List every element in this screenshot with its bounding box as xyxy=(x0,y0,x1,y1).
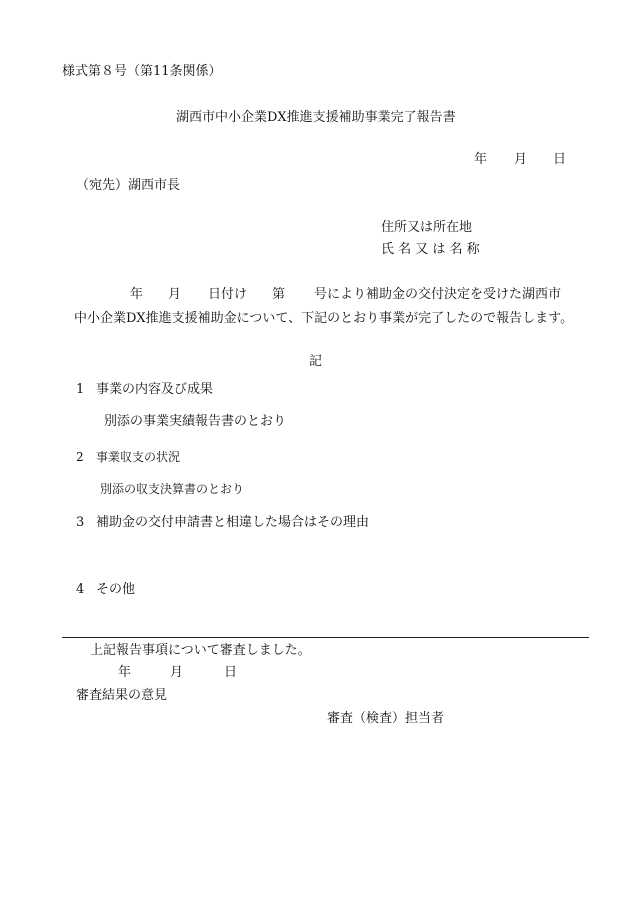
body-year: 年 xyxy=(130,287,144,302)
date-day: 日 xyxy=(553,152,567,167)
date-month: 月 xyxy=(514,152,528,167)
addressee: （宛先）湖西市長 xyxy=(76,178,181,193)
applicant-address-label: 住所又は所在地 xyxy=(381,220,473,235)
item-3-number: 3 xyxy=(76,515,85,530)
item-1-label: 事業の内容及び成果 xyxy=(96,382,214,397)
review-day: 日 xyxy=(224,665,238,680)
review-month: 月 xyxy=(170,665,184,680)
item-1-detail: 別添の事業実績報告書のとおり xyxy=(104,414,287,429)
date-year: 年 xyxy=(474,152,488,167)
item-3-label: 補助金の交付申請書と相違した場合はその理由 xyxy=(96,515,370,530)
applicant-name-label: 氏 名 又 は 名 称 xyxy=(381,242,480,257)
review-year: 年 xyxy=(118,665,132,680)
body-dai: 第 xyxy=(272,287,286,302)
body-dated: 日付け xyxy=(208,287,248,302)
body-line2: 中小企業DX推進支援補助金について、下記のとおり事業が完了したので報告します。 xyxy=(74,311,574,326)
review-statement: 上記報告事項について審査しました。 xyxy=(90,643,311,658)
item-4-number: 4 xyxy=(76,582,85,597)
item-2-detail: 別添の収支決算書のとおり xyxy=(100,482,245,496)
section-divider xyxy=(62,637,589,638)
body-line1-rest: 号により補助金の交付決定を受けた湖西市 xyxy=(314,287,562,302)
review-opinion-label: 審査結果の意見 xyxy=(76,688,168,703)
ki-heading: 記 xyxy=(309,354,323,369)
item-2-number: 2 xyxy=(76,450,84,464)
item-2-label: 事業収支の状況 xyxy=(96,450,181,464)
item-4-label: その他 xyxy=(96,582,136,597)
item-1-number: 1 xyxy=(76,382,85,397)
document-title: 湖西市中小企業DX推進支援補助事業完了報告書 xyxy=(176,110,456,125)
review-officer-label: 審査（検査）担当者 xyxy=(327,711,445,726)
form-number: 様式第８号（第11条関係） xyxy=(62,64,222,79)
body-month: 月 xyxy=(168,287,182,302)
